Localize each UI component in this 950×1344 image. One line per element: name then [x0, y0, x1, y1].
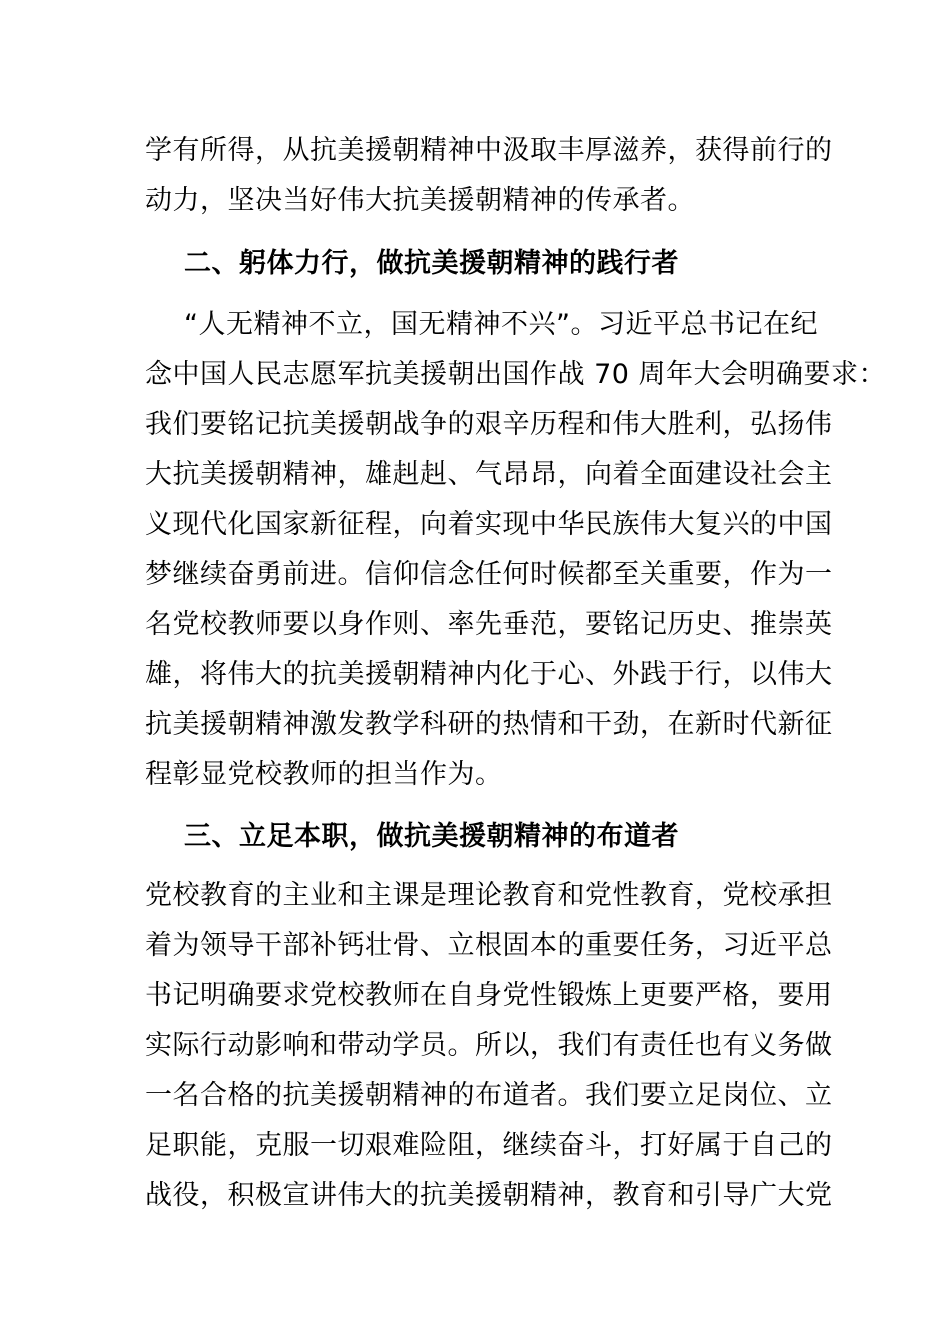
paragraph-line: 大抗美援朝精神，雄赳赳、气昂昂，向着全面建设社会主	[145, 459, 833, 490]
paragraph-line: 学有所得，从抗美援朝精神中汲取丰厚滋养，获得前行的	[145, 135, 833, 166]
paragraph-line: “人无精神不立，国无精神不兴”。习近平总书记在纪	[184, 309, 818, 340]
paragraph-line: 抗美援朝精神激发教学科研的热情和干劲，在新时代新征	[145, 709, 833, 740]
paragraph-line: 书记明确要求党校教师在自身党性锻炼上更要严格，要用	[145, 980, 833, 1011]
paragraph-line: 一名合格的抗美援朝精神的布道者。我们要立足岗位、立	[145, 1080, 833, 1111]
paragraph-line: 念中国人民志愿军抗美援朝出国作战 70 周年大会明确要求：	[145, 359, 887, 390]
paragraph-line: 名党校教师要以身作则、率先垂范，要铭记历史、推崇英	[145, 609, 833, 640]
paragraph-line: 实际行动影响和带动学员。所以，我们有责任也有义务做	[145, 1030, 833, 1061]
paragraph-line: 党校教育的主业和主课是理论教育和党性教育，党校承担	[145, 880, 833, 911]
paragraph-line: 程彰显党校教师的担当作为。	[145, 759, 503, 790]
paragraph-line: 动力，坚决当好伟大抗美援朝精神的传承者。	[145, 185, 695, 216]
paragraph-line: 梦继续奋勇前进。信仰信念任何时候都至关重要，作为一	[145, 559, 833, 590]
paragraph-line: 战役，积极宣讲伟大的抗美援朝精神，教育和引导广大党	[145, 1180, 833, 1211]
paragraph-line: 足职能，克服一切艰难险阻，继续奋斗，打好属于自己的	[145, 1130, 833, 1161]
section-heading-2: 二、躬体力行，做抗美援朝精神的践行者	[184, 248, 679, 279]
paragraph-line: 着为领导干部补钙壮骨、立根固本的重要任务，习近平总	[145, 930, 833, 961]
paragraph-line: 我们要铭记抗美援朝战争的艰辛历程和伟大胜利，弘扬伟	[145, 409, 833, 440]
section-heading-3: 三、立足本职，做抗美援朝精神的布道者	[184, 821, 679, 852]
paragraph-line: 义现代化国家新征程，向着实现中华民族伟大复兴的中国	[145, 509, 833, 540]
paragraph-line: 雄，将伟大的抗美援朝精神内化于心、外践于行，以伟大	[145, 659, 833, 690]
